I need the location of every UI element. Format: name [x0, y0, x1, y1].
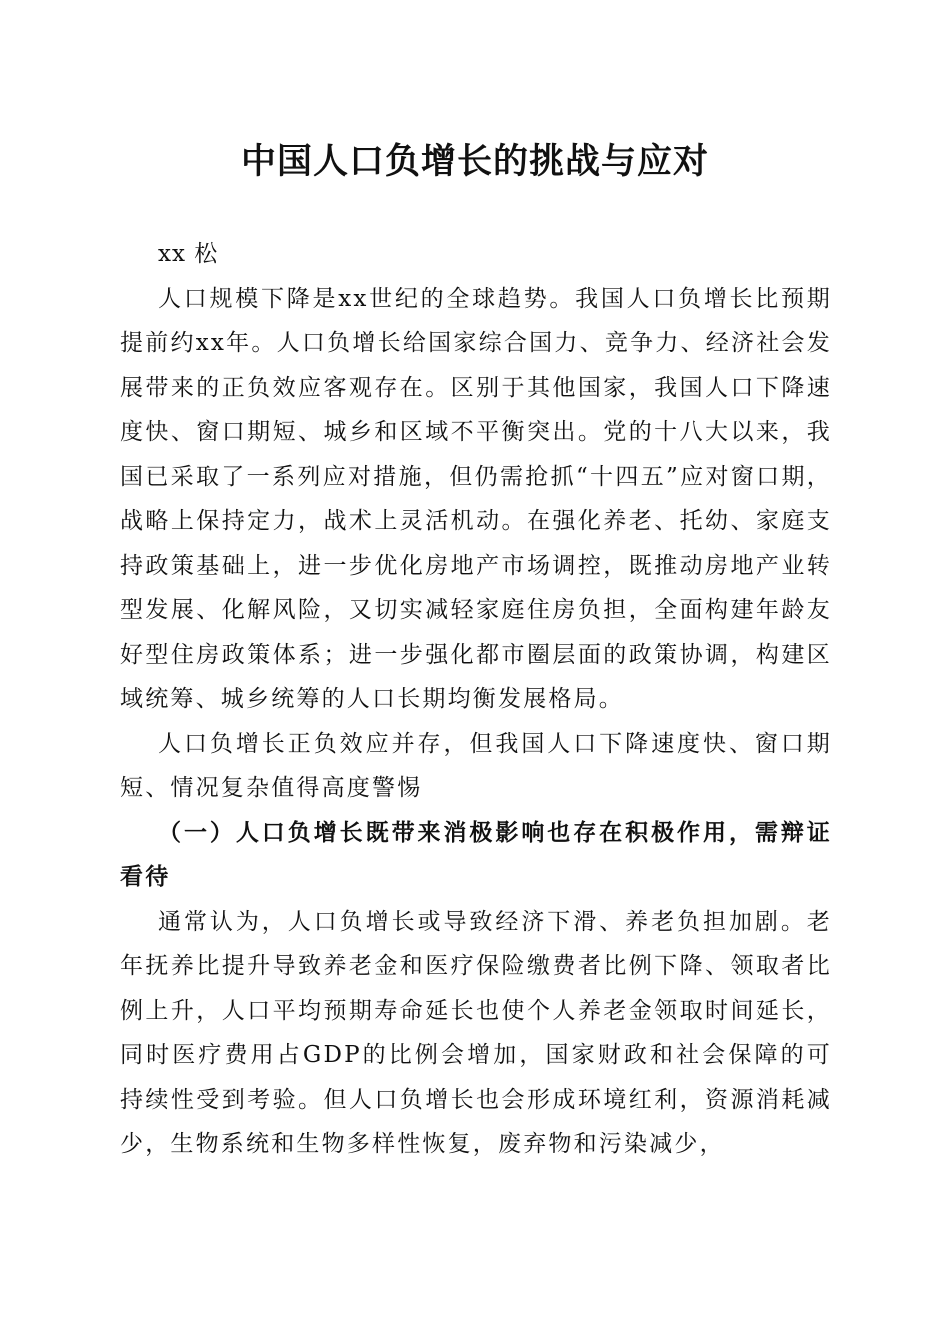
document-title: 中国人口负增长的挑战与应对: [240, 141, 709, 182]
intro-paragraph: 人口规模下降是xx世纪的全球趋势。我国人口负增长比预期提前约xx年。人口负增长给国家综合国力、竞争力、经济社会发展带来的正负效应客观存在。区别于其他国家，我国人口下降速度快、窗口期短、城乡和区域不平衡突出。党的十八大以来，我国已采取了一系列应对措施，但仍需抢抓“十四五”应对窗口期，战略上保持定力，战术上灵活机动。在强化养老、托幼、家庭支持政策基础上，进一步优化房地产市场调控，既推动房地产业转型发展、化解风险，又切实减轻家庭住房负担，全面构建年龄友好型住房政策体系；进一步强化都市圈层面的政策协调，构建区域统筹、城乡统筹的人口长期均衡发展格局。: [120, 285, 832, 712]
section-paragraph: 通常认为，人口负增长或导致经济下滑、养老负担加剧。老年抚养比提升导致养老金和医疗保险缴费者比例下降、领取者比例上升，人口平均预期寿命延长也使个人养老金领取时间延长，同时医疗费用占GDP的比例会增加，国家财政和社会保障的可持续性受到考验。但人口负增长也会形成环境红利，资源消耗减少，生物系统和生物多样性恢复，废弃物和污染减少，: [120, 908, 832, 1157]
author-line: xx 松: [158, 241, 219, 267]
thesis-paragraph: 人口负增长正负效应并存，但我国人口下降速度快、窗口期短、情况复杂值得高度警惕: [120, 730, 832, 801]
document-body: [120, 232, 832, 1167]
section-heading: （一）人口负增长既带来消极影响也存在积极作用，需辩证看待: [120, 818, 832, 890]
